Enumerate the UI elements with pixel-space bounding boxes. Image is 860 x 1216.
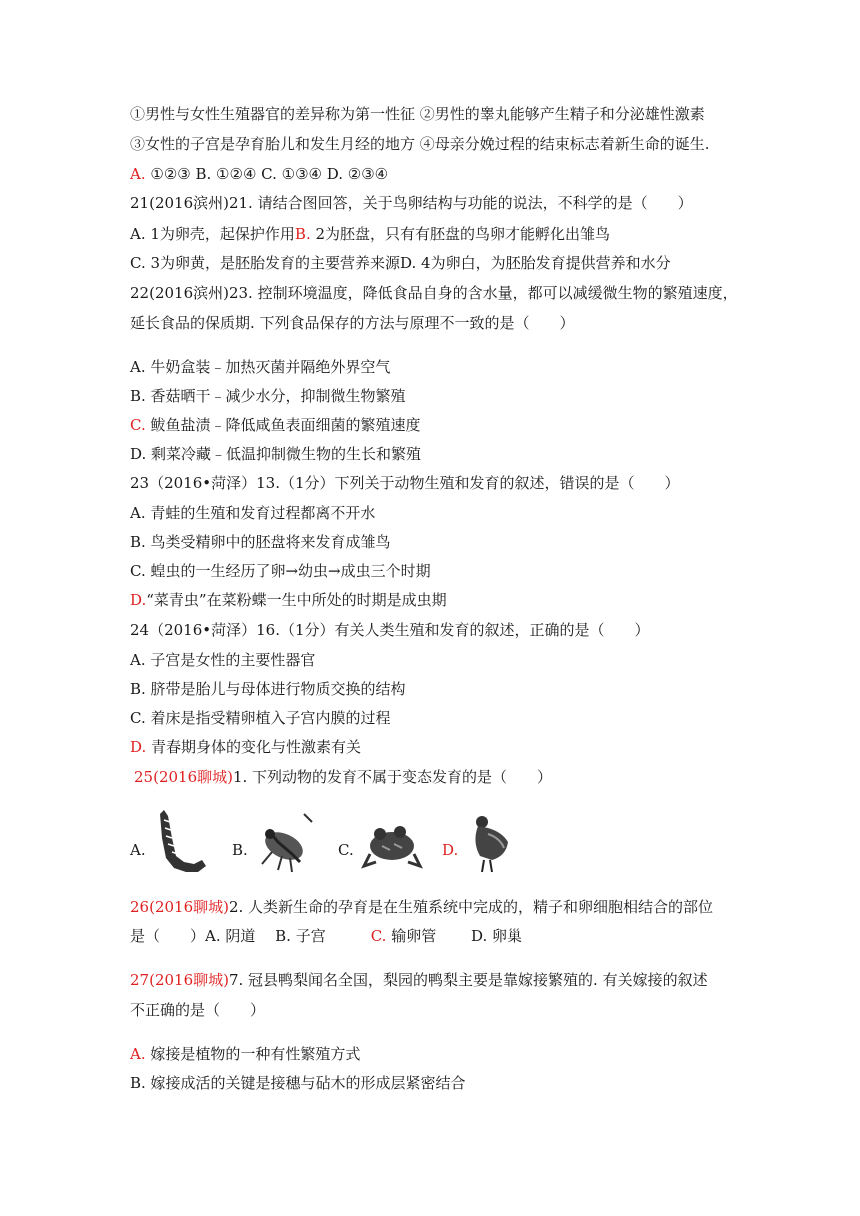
option-line bbox=[130, 415, 421, 435]
question-source: 25(2016聊城) bbox=[134, 768, 233, 786]
option-text: 是（ ）A. 阴道 B. 子宫 bbox=[130, 927, 371, 945]
option-text: “菜青虫”在菜粉蝶一生中所处的时期是成虫期 bbox=[146, 591, 447, 609]
question-source: 26(2016聊城) bbox=[130, 898, 229, 916]
question-title bbox=[130, 897, 713, 917]
option-label: A. bbox=[130, 841, 146, 859]
question-title: 21(2016滨州)21. 请结合图回答，关于鸟卵结构与功能的说法，不科学的是（ ） bbox=[130, 194, 693, 212]
question-text: 7. 冠县鸭梨闻名全国，梨园的鸭梨主要是靠嫁接繁殖的. 有关嫁接的叙述 bbox=[228, 971, 708, 989]
option-line bbox=[130, 737, 361, 757]
question-title bbox=[130, 970, 708, 990]
text-line: ③女性的子宫是孕育胎儿和发生月经的地方 ④母亲分娩过程的结束标志着新生命的诞生. bbox=[130, 135, 710, 153]
option-line: C. 蝗虫的一生经历了卵→幼虫→成虫三个时期 bbox=[130, 562, 431, 580]
question-title: 不正确的是（ ） bbox=[130, 1001, 266, 1019]
option-line: D. 剩菜冷藏﹣低温抑制微生物的生长和繁殖 bbox=[130, 445, 422, 463]
answer-marker: A. bbox=[130, 165, 146, 183]
question-title: 22(2016滨州)23. 控制环境温度，降低食品自身的含水量，都可以减缓微生物的繁殖速度， bbox=[130, 284, 738, 302]
option-text: 2为胚盘，只有有胚盘的鸟卵才能孵化出雏鸟 bbox=[310, 225, 611, 243]
option-line bbox=[130, 1044, 360, 1064]
question-text: 1. 下列动物的发育不属于变态发育的是（ ） bbox=[232, 768, 553, 786]
option-line bbox=[130, 590, 447, 610]
answer-text: ①②③ B. ①②④ C. ①③④ D. ②③④ bbox=[145, 165, 389, 183]
question-title bbox=[134, 767, 552, 787]
answer-marker: C. bbox=[370, 927, 387, 945]
option-text: A. 1为卵壳，起保护作用 bbox=[130, 225, 295, 243]
option-text: 输卵管 D. 卵巢 bbox=[386, 927, 522, 945]
option-line: B. 香菇晒干﹣减少水分，抑制微生物繁殖 bbox=[130, 387, 406, 405]
answer-marker: B. bbox=[294, 225, 311, 243]
option-line bbox=[130, 926, 522, 946]
answer-marker: D. bbox=[130, 591, 147, 609]
option-line: A. 子宫是女性的主要性器官 bbox=[130, 651, 316, 669]
option-line: C. 3为卵黄，是胚胎发育的主要营养来源D. 4为卵白，为胚胎发育提供营养和水分 bbox=[130, 254, 671, 272]
option-label: B. bbox=[232, 841, 248, 859]
caterpillar-icon bbox=[150, 808, 220, 876]
question-title: 24（2016•菏泽）16.（1分）有关人类生殖和发育的叙述，正确的是（ ） bbox=[130, 621, 650, 639]
question-title: 延长食品的保质期. 下列食品保存的方法与原理不一致的是（ ） bbox=[130, 314, 575, 332]
pigeon-icon bbox=[462, 812, 514, 876]
question-source: 27(2016聊城) bbox=[130, 971, 229, 989]
option-text: 鲅鱼盐渍﹣降低咸鱼表面细菌的繁殖速度 bbox=[145, 416, 421, 434]
answer-marker: C. bbox=[130, 416, 146, 434]
answer-line bbox=[130, 164, 388, 184]
locust-icon bbox=[252, 812, 316, 876]
option-line: A. 青蛙的生殖和发育过程都离不开水 bbox=[130, 504, 376, 522]
text-line: ①男性与女性生殖器官的差异称为第一性征 ②男性的睾丸能够产生精子和分泌雄性激素 bbox=[130, 105, 705, 123]
option-text: 嫁接是植物的一种有性繁殖方式 bbox=[145, 1045, 361, 1063]
answer-marker: D. bbox=[130, 738, 147, 756]
option-text: 青春期身体的变化与性激素有关 bbox=[146, 738, 362, 756]
option-line bbox=[130, 224, 610, 244]
answer-marker: D. bbox=[442, 841, 459, 859]
option-line: A. 牛奶盒装﹣加热灭菌并隔绝外界空气 bbox=[130, 358, 391, 376]
option-line: B. 嫁接成活的关键是接穗与砧木的形成层紧密结合 bbox=[130, 1074, 466, 1092]
question-title: 23（2016•菏泽）13.（1分）下列关于动物生殖和发育的叙述，错误的是（ ） bbox=[130, 474, 680, 492]
option-label: C. bbox=[338, 841, 354, 859]
option-line: B. 脐带是胎儿与母体进行物质交换的结构 bbox=[130, 680, 406, 698]
frog-icon bbox=[360, 818, 424, 870]
answer-marker: A. bbox=[130, 1045, 146, 1063]
option-line: C. 着床是指受精卵植入子宫内膜的过程 bbox=[130, 709, 391, 727]
option-line: B. 鸟类受精卵中的胚盘将来发育成雏鸟 bbox=[130, 533, 391, 551]
question-text: 2. 人类新生命的孕育是在生殖系统中完成的，精子和卵细胞相结合的部位 bbox=[228, 898, 714, 916]
